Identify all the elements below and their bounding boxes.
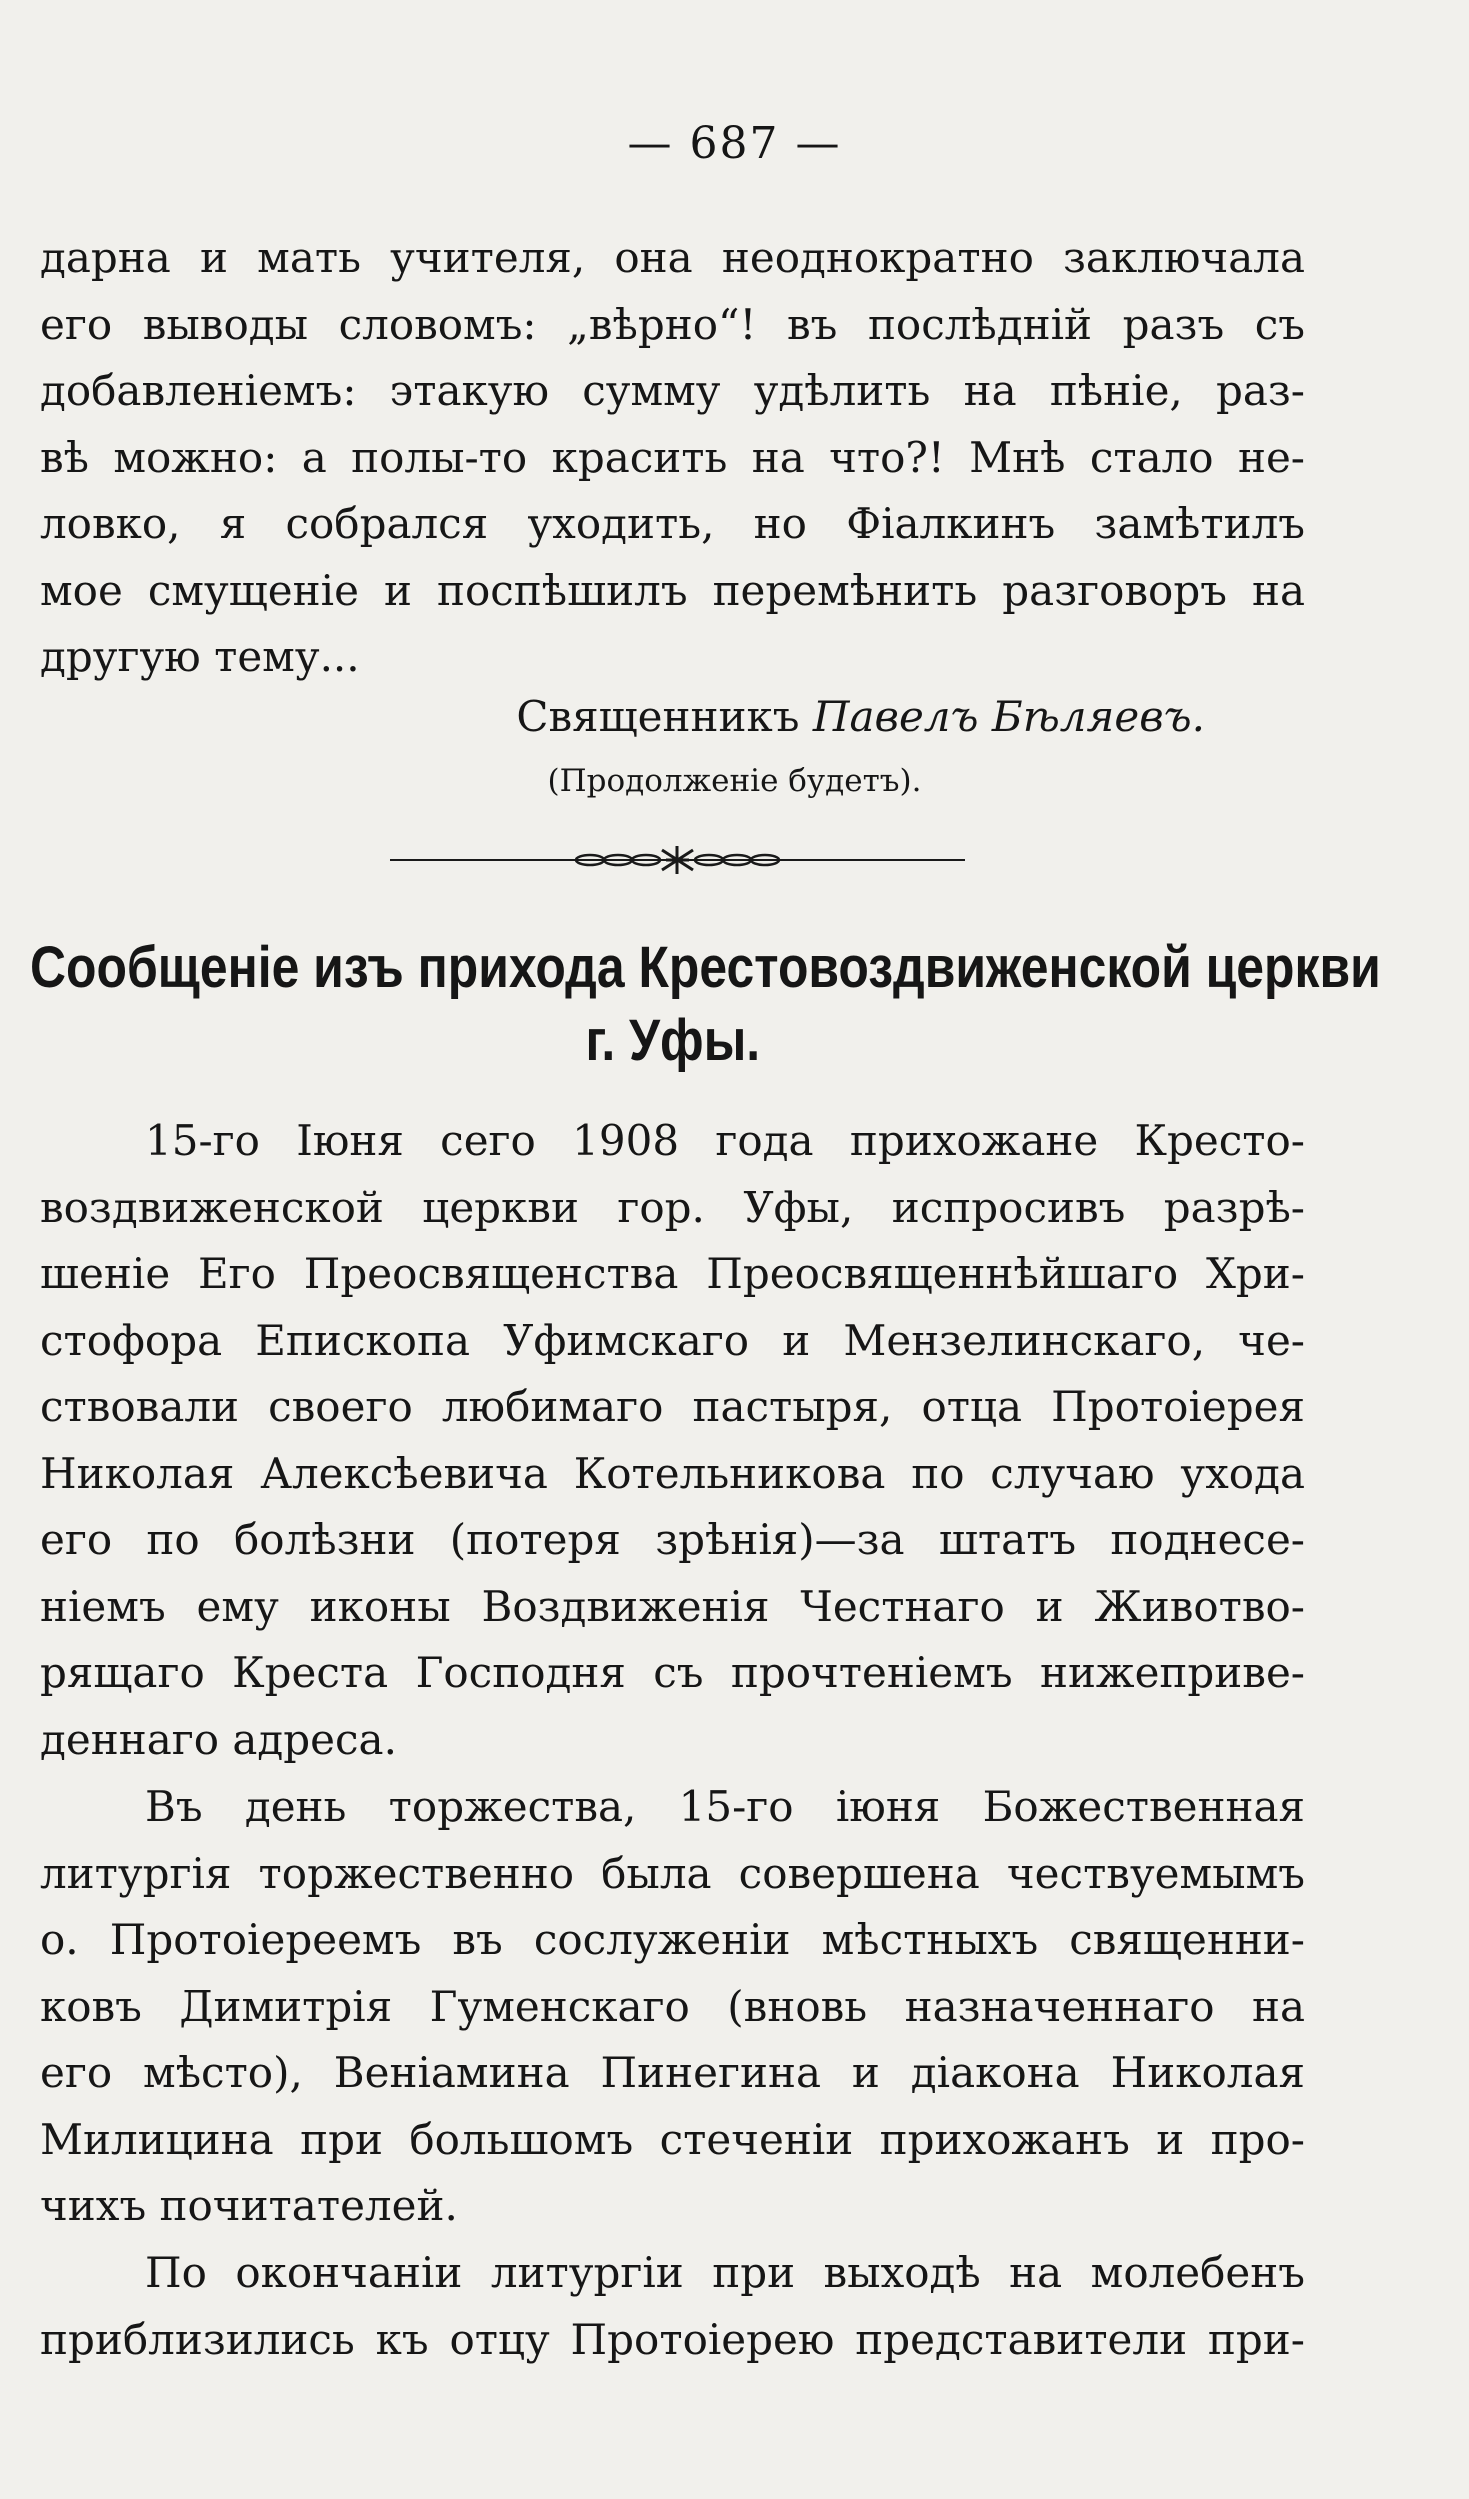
text-line: Николая Алексѣевича Котельникова по случаю ухода [40,1448,1305,1498]
text-line: о. Протоіереемъ въ сослуженіи мѣстныхъ священни- [40,1915,1305,1964]
text-line: добавленіемъ: этакую сумму удѣлить на пѣніе, раз- [40,366,1305,415]
article-paragraph-2 [40,1774,1305,2240]
text-line: вѣ можно: а полы-то красить на что?! Мнѣ стало не- [40,432,1305,482]
text-line: стофора Епископа Уфимскаго и Мензелинскаго, че- [40,1315,1305,1365]
text-line: ловко, я собрался уходить, но Фіалкинъ замѣтилъ [40,499,1305,548]
continued-note: (Продолженіе будетъ). [547,763,922,799]
text-line: деннаго адреса. [40,1714,397,1764]
text-line: чихъ почитателей. [40,2181,458,2230]
text-line: дарна и мать учителя, она неоднократно заключала [40,233,1305,282]
signature-title: Священникъ [516,692,800,741]
text-line: Въ день торжества, 15-го іюня Божественная [145,1782,1305,1831]
text-line: его по болѣзни (потеря зрѣнія)—за штатъ поднесе- [40,1515,1305,1564]
text-line: мое смущеніе и поспѣшилъ перемѣнить разговоръ на [40,565,1305,615]
text-line: шеніе Его Преосвященства Преосвященнѣйшаго Хри- [40,1249,1305,1298]
ornamental-divider [390,840,965,880]
continued-paragraph [40,225,1305,691]
text-line: воздвиженской церкви гор. Уфы, испросивъ разрѣ- [40,1182,1305,1232]
text-line: его мѣсто), Веніамина Пинегина и діакона Николая [40,2048,1305,2097]
text-line: другую тему... [40,632,360,681]
article-paragraph-1 [40,1108,1305,1773]
article-paragraph-3 [40,2240,1305,2373]
text-line: литургія торжественно была совершена чествуемымъ [40,1848,1305,1898]
text-line: По окончаніи литургіи при выходѣ на молебенъ [145,2248,1305,2297]
text-line: его выводы словомъ: „вѣрно“! въ послѣдній разъ съ [40,299,1305,349]
article-heading: Сообщеніе изъ прихода Крестовоздвиженской церкви [30,935,1381,1000]
text-line: ніемъ ему иконы Воздвиженія Честнаго и Животво- [40,1581,1305,1631]
signature [0,692,1205,741]
page-number: — 687 — [627,118,842,169]
text-line: 15-го Іюня сего 1908 года прихожане Кресто- [145,1116,1305,1165]
text-line: Милицина при большомъ стеченіи прихожанъ и про- [40,2114,1305,2164]
text-line: приблизились къ отцу Протоіерею представители при- [40,2314,1305,2364]
signature-name: Павелъ Бѣляевъ. [812,692,1205,741]
text-line: рящаго Креста Господня съ прочтеніемъ нижеприве- [40,1648,1305,1697]
text-line: ствовали своего любимаго пастыря, отца Протоіерея [40,1382,1305,1431]
article-heading-line2: г. Уфы. [585,1008,761,1073]
text-line: ковъ Димитрія Гуменскаго (вновь назначеннаго на [40,1981,1305,2031]
